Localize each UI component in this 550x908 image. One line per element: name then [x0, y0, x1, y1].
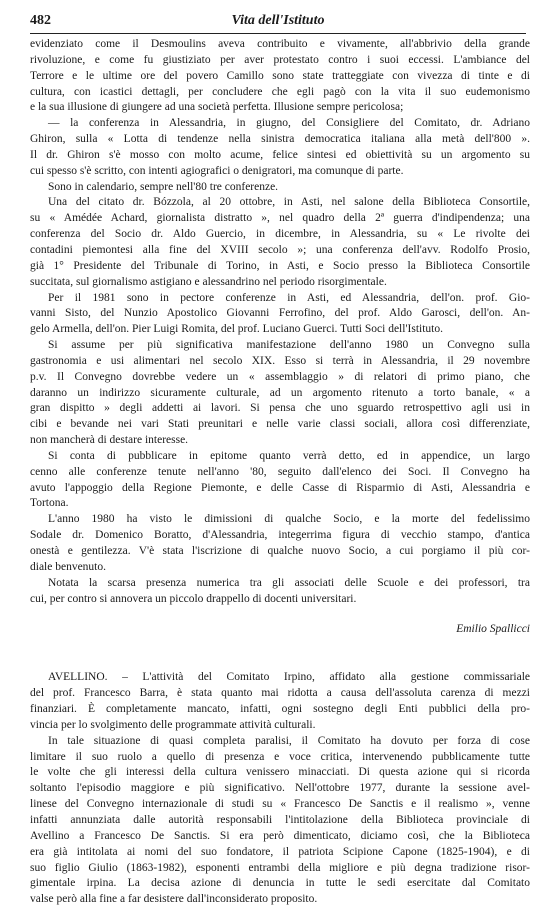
text-line: suo figlio Giulio (1863-1982), esponenti entrambi della migliore e più degna tradizione risor- [30, 861, 530, 874]
body-paragraph [30, 576, 530, 608]
text-line: contadini piemontesi alla fine del XVIII secolo »; una conferenza dell'avv. Rodolfo Prosio, [30, 243, 530, 256]
text-line: era già intitolata ai nomi del suo fondatore, il patriota Scipione Capone (1825-1904), e di [30, 845, 530, 858]
body-paragraph [30, 449, 530, 512]
text-line: gastronomia e usi alimentari nel secolo XIX. Esso si terrà in Alessandria, il 29 novembre [30, 354, 530, 367]
text-line: Avellino a Francesco De Sanctis. Si era però dimenticato, diciamo così, che la Biblioteca [30, 829, 530, 842]
text-line: — la conferenza in Alessandria, in giugno, del Consigliere del Comitato, dr. Adriano [48, 117, 530, 130]
text-line: già 1° Presidente del Tribunale di Torino, in Asti, e Socio presso la Biblioteca Consortile [30, 259, 530, 272]
section-divider [30, 638, 530, 670]
text-line: infatti annunziata dalle autorità responsabili l'intitolazione della Biblioteca provinciale di [30, 813, 530, 826]
text-line: finanziari. È completamente mancato, infatti, ogni sostegno degli Enti pubblici della pro- [30, 703, 530, 716]
text-line: Il dr. Ghiron s'è mosso con molto acume, felice sintesi ed obiettività su un argomento su [30, 148, 530, 161]
text-line: cenno alle conferenze tenute nell'anno '80, seguito dall'elenco dei Soci. Il Convegno ha [30, 465, 530, 478]
text-line: su « Amédée Achard, giornalista distratto », nel quadro della 2ª guerra d'indipendenza; una [30, 212, 530, 225]
avellino-paragraph [30, 670, 530, 733]
text-line: gimentale irpina. La decisa azione di denuncia in tutte le sedi esercitate dal Comitato [30, 877, 530, 890]
text-line: rivoluzione, e come fu giustiziato per aver protestato contro i suoi eccessi. L'ambiance del [30, 53, 530, 66]
text-line: onestà e gentilezza. V'è stata l'iscrizione di qualche nuovo Socio, a cui porgiamo il più cor- [30, 545, 530, 557]
text-line: In tale situazione di quasi completa paralisi, il Comitato ha dovuto per forza di cose [48, 734, 530, 747]
body-paragraph [30, 195, 530, 290]
body-paragraph [30, 291, 530, 339]
body-paragraph [30, 180, 530, 196]
text-line: cui spesso s'è scritto, con intenti agiografici o denigratori, ma comunque di parte. [30, 164, 404, 177]
section-alessandria-asti [30, 37, 530, 607]
body-paragraph [30, 116, 530, 179]
text-line: p.v. Il Convegno dovrebbe vedere un « assemblaggio » di relatori di primo piano, che [30, 370, 530, 383]
text-line: Si assume per più significativa manifestazione dell'anno 1980 un Convegno sulla [48, 339, 530, 352]
text-line: cibi e bevande nei vari Stati preunitari e nelle varie classi sociali, allora così differenziate, [30, 418, 530, 431]
text-line: evidenziato come il Desmoulins aveva contribuito e vivamente, all'abbrivio della grande [30, 38, 530, 50]
text-line: Terrore e le ultime ore del povero Camillo sono state tratteggiate con vivezza di tinte e di [30, 69, 530, 82]
text-line: del prof. Francesco Barra, è stata quanto mai ridotta a causa dell'assoluta carenza di mezzi [30, 687, 530, 700]
text-line: conferenza del Socio dr. Aldo Guercio, in dicembre, in Alessandria, su « Le rivolte dei [30, 228, 530, 241]
text-line: vincia per lo svolgimento delle programmate attività culturali. [30, 718, 316, 731]
text-line: avuto l'appoggio della Regione Piemonte, e delle Casse di Risparmio di Asti, Alessandria e [30, 481, 530, 494]
text-line: le volte che gli interessi della cultura venissero minacciati. Di questa azione qui si ricorda [30, 766, 530, 779]
running-title: Vita dell'Istituto [231, 13, 325, 28]
text-line: AVELLINO. – L'attività del Comitato Irpino, affidato alla gestione commissariale [48, 671, 530, 684]
text-line: gran dispitto » degli addetti ai lavori. Si pensa che uno sguardo retrospettivo agli usi in [30, 402, 530, 415]
avellino-paragraph [30, 734, 530, 908]
text-line: Ghiron, sulla « Lotta di tendenze nella sinistra democratica italiana alla metà dell'800 ». [30, 133, 530, 146]
body-paragraph [30, 512, 530, 575]
text-line: Sodale dr. Domenico Boratto, d'Alessandria, integerrima figura di vecchio stampo, d'antica [30, 529, 530, 542]
text-line: Notata la scarsa presenza numerica tra gli associati delle Scuole e dei professori, tra [48, 576, 530, 589]
author-signature: Emilio Spallicci [456, 623, 530, 636]
text-line: succitata, sul giornalismo astigiano e alessandrino nel periodo risorgimentale. [30, 275, 387, 288]
text-line: Tortona. [30, 497, 69, 510]
text-line: Si conta di pubblicare in epitome quanto verrà detto, ed in appendice, un largo [48, 449, 530, 462]
page-header [30, 11, 526, 34]
text-line: e la sua illusione di giungere ad una società perfetta. Illusione sempre pericolosa; [30, 101, 404, 114]
text-line: daranno un indirizzo sicuramente culturale, ad un argomento ritenuto a torto banale, « a [30, 386, 530, 399]
text-line: vanni Sisto, del Nunzio Apostolico Giovanni Ferrofino, del prof. Aldo Garosci, dell'on. An- [30, 307, 530, 320]
text-line: valse però alla fine a far desistere dall'inconsiderato proposito. [30, 893, 318, 906]
text-line: linese del Convegno internazionale di studi su « Francesco De Sanctis e il realismo », venne [30, 798, 530, 811]
text-line: diale benvenuto. [30, 560, 107, 573]
text-line: Per il 1981 sono in pectore conferenze in Asti, ed Alessandria, dell'on. prof. Gio- [48, 291, 530, 304]
page-number: 482 [30, 13, 51, 28]
body-text [30, 37, 530, 908]
body-paragraph [30, 338, 530, 449]
text-line: Sono in calendario, sempre nell'80 tre conferenze. [48, 180, 279, 193]
text-line: non mancherà di destare interesse. [30, 434, 189, 447]
text-line: gelo Armella, dell'on. Pier Luigi Romita, del prof. Luciano Guerci. Tutti Soci dell'Istituto. [30, 323, 443, 336]
body-paragraph [30, 37, 530, 116]
section-avellino [30, 670, 530, 908]
text-line: limitare il suo ruolo a quello di presenza e voce critica, intervenendo pubblicamente tutte [30, 750, 530, 763]
text-line: Una del citato dr. Bózzola, al 20 ottobre, in Asti, nel salone della Biblioteca Consortile, [48, 196, 530, 209]
text-line: L'anno 1980 ha visto le dimissioni di qualche Socio, e la morte del fedelissimo [48, 513, 530, 526]
text-line: cui, per contro si annovera un piccolo drappello di docenti universitari. [30, 592, 357, 605]
text-line: soltanto l'episodio maggiore e più significativo. Nell'ottobre 1977, durante la sessione avel- [30, 782, 530, 795]
text-line: cultura, con icastici dettagli, per concludere che egli pagò con la vita il suo eudemonismo [30, 85, 530, 98]
